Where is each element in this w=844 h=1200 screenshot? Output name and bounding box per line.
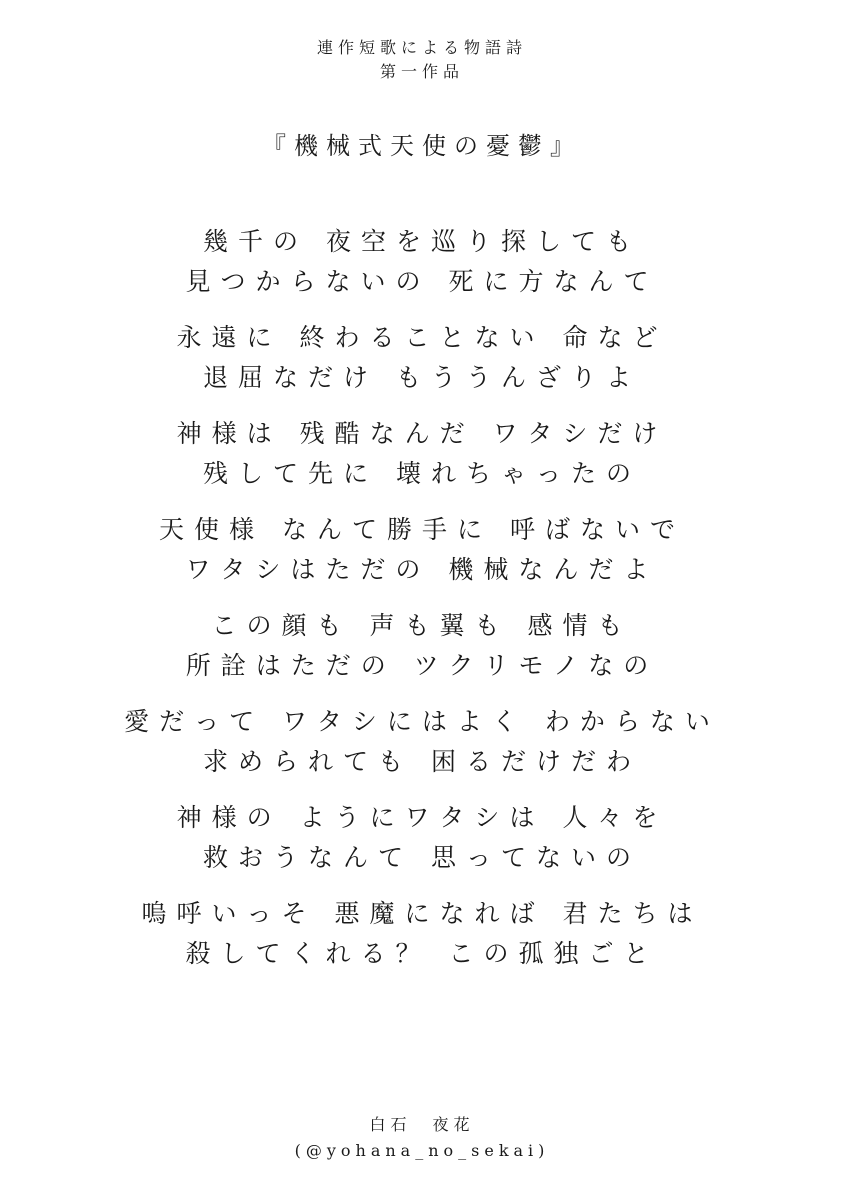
author-name: 白石 夜花: [369, 1115, 475, 1134]
poem-line: 天使様 なんて勝手に 呼ばないで: [159, 515, 685, 544]
poem-line: 永遠に 終わることない 命など: [176, 323, 668, 352]
poem-line: 見つからないの 死に方なんて: [185, 267, 659, 296]
stanza: [0, 510, 844, 606]
stanza: [0, 798, 844, 894]
stanza: [0, 414, 844, 510]
stanza: [0, 606, 844, 702]
poem-line: 退屈なだけ もううんざりよ: [203, 363, 641, 392]
poem-line: 救おうなんて 思ってないの: [203, 843, 641, 872]
author-handle: (@yohana_no_sekai): [294, 1141, 550, 1160]
stanza: [0, 318, 844, 414]
poem-line: 幾千の 夜空を巡り探しても: [203, 227, 641, 256]
poem-line: 殺してくれる？ この孤独ごと: [185, 939, 659, 968]
poem-title: 『機械式天使の憂鬱』: [262, 132, 582, 160]
series-label: 連作短歌による物語詩: [316, 38, 527, 57]
stanza: [0, 222, 844, 318]
author-credit: [0, 1112, 844, 1164]
stanza: [0, 702, 844, 798]
poem-body: [0, 222, 844, 990]
poem-line: 嗚呼いっそ 悪魔になれば 君たちは: [141, 899, 703, 928]
header: [0, 36, 844, 84]
poem-line: この顔も 声も翼も 感情も: [211, 611, 633, 640]
poem-line: 神様の ようにワタシは 人々を: [176, 803, 668, 832]
poem-line: 求められても 困るだけだわ: [203, 747, 641, 776]
poem-line: 所詮はただの ツクリモノなの: [185, 651, 659, 680]
work-number: 第一作品: [379, 62, 464, 81]
poem-line: ワタシはただの 機械なんだよ: [185, 555, 659, 584]
poem-line: 愛だって ワタシにはよく わからない: [124, 707, 720, 736]
poem-line: 残して先に 壊れちゃったの: [203, 459, 641, 488]
poem-line: 神様は 残酷なんだ ワタシだけ: [176, 419, 668, 448]
stanza: [0, 894, 844, 990]
